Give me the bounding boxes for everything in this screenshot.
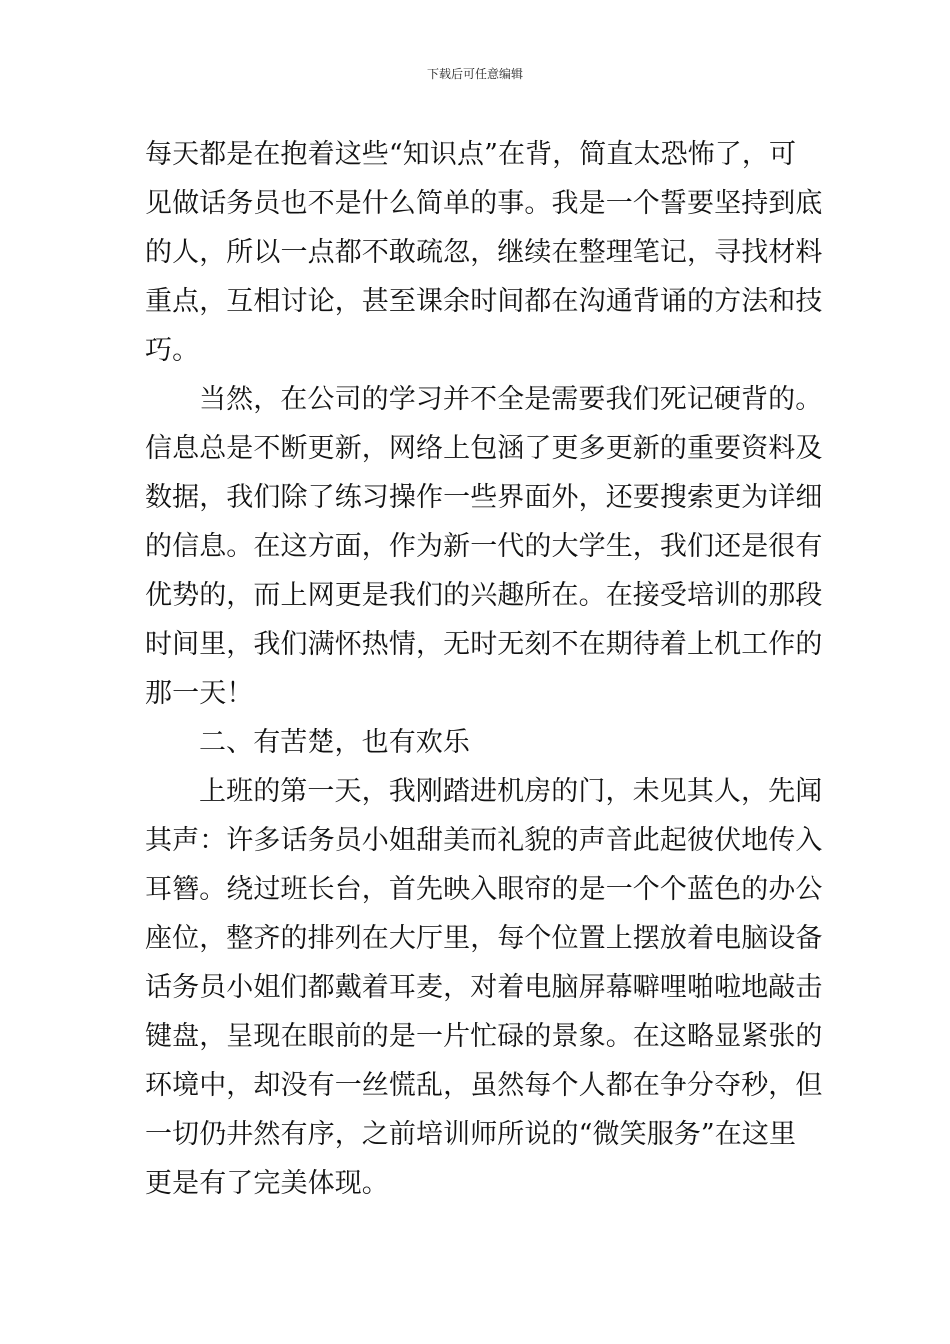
body-line: 话务员小姐们都戴着耳麦，对着电脑屏幕噼哩啪啦地敲击 — [145, 972, 823, 1003]
body-line: 那一天！ — [145, 678, 254, 709]
body-line: 的信息。在这方面，作为新一代的大学生，我们还是很有 — [145, 531, 823, 562]
body-line: 时间里，我们满怀热情，无时无刻不在期待着上机工作的 — [145, 629, 823, 660]
paragraph-start-line: 当然，在公司的学习并不全是需要我们死记硬背的。 — [199, 384, 823, 415]
body-line: 键盘，呈现在眼前的是一片忙碌的景象。在这略显紧张的 — [145, 1021, 823, 1052]
body-line: 数据，我们除了练习操作一些界面外，还要搜索更为详细 — [145, 482, 823, 513]
body-line: 其声：许多话务员小姐甜美而礼貌的声音此起彼伏地传入 — [145, 825, 823, 856]
body-line: 耳簪。绕过班长台，首先映入眼帘的是一个个蓝色的办公 — [145, 874, 823, 905]
body-line: 每天都是在抱着这些“知识点”在背，简直太恐怖了，可 — [145, 139, 797, 170]
body-line: 座位，整齐的排列在大厅里，每个位置上摆放着电脑设备 — [145, 923, 823, 954]
body-line: 更是有了完美体现。 — [145, 1168, 389, 1199]
body-line: 的人，所以一点都不敢疏忽，继续在整理笔记，寻找材料 — [145, 237, 823, 268]
body-line: 环境中，却没有一丝慌乱，虽然每个人都在争分夺秒，但 — [145, 1070, 823, 1101]
document-body — [145, 130, 823, 1208]
body-line: 优势的，而上网更是我们的兴趣所在。在接受培训的那段 — [145, 580, 823, 611]
body-line: 重点，互相讨论，甚至课余时间都在沟通背诵的方法和技 — [145, 286, 823, 317]
body-line: 一切仍井然有序，之前培训师所说的“微笑服务”在这里 — [145, 1119, 797, 1150]
body-line: 巧。 — [145, 335, 200, 366]
section-heading: 二、有苦楚，也有欢乐 — [199, 727, 470, 758]
page-header: 下载后可任意编辑 — [426, 67, 523, 81]
body-line: 信息总是不断更新，网络上包涵了更多更新的重要资料及 — [145, 433, 823, 464]
paragraph-start-line: 上班的第一天，我刚踏进机房的门，未见其人，先闻 — [199, 776, 823, 807]
body-line: 见做话务员也不是什么简单的事。我是一个誓要坚持到底 — [145, 188, 823, 219]
